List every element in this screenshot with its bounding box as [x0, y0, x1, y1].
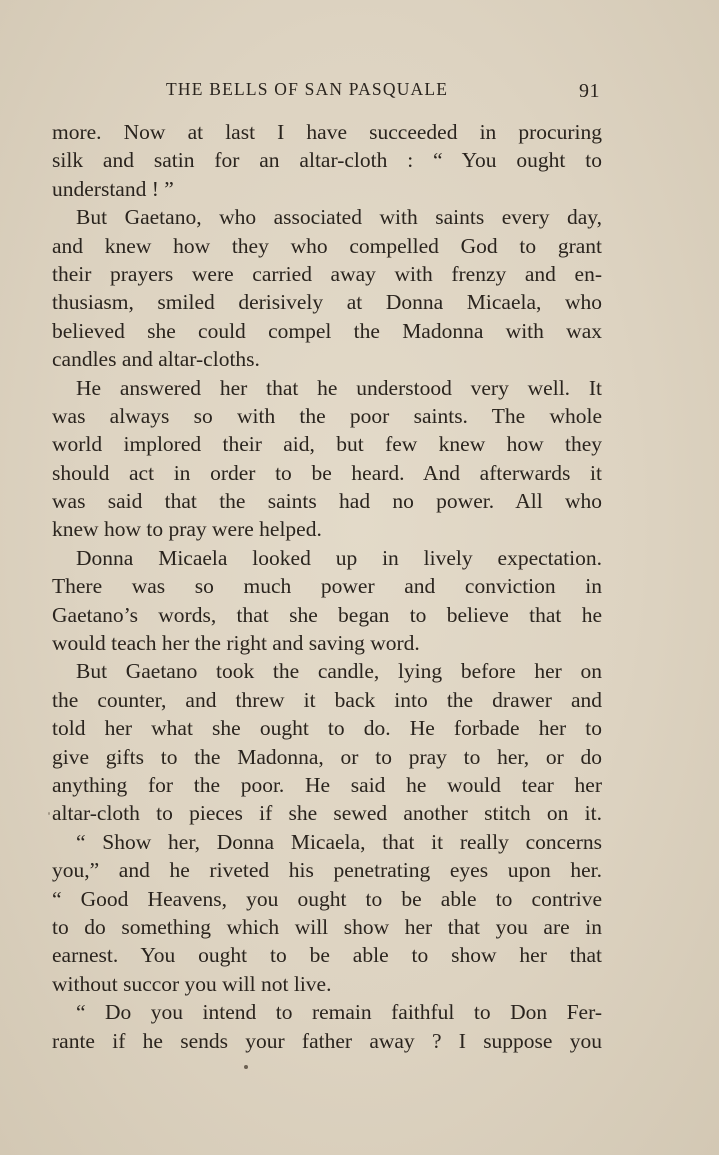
text-line: to do something which will show her that you are in [52, 914, 602, 939]
running-title: THE BELLS OF SAN PASQUALE [166, 79, 449, 99]
text-line: without succor you will not live. [52, 971, 332, 996]
text-line: knew how to pray were helped. [52, 517, 322, 542]
text-line: the counter, and threw it back into the drawer and [52, 687, 602, 712]
text-line: more. Now at last I have succeeded in procuring [52, 120, 602, 144]
text-line: Donna Micaela looked up in lively expectation. [76, 545, 602, 570]
text-line: “ Show her, Donna Micaela, that it really concerns [76, 829, 602, 854]
paper-speck [244, 1065, 248, 1069]
text-line: would teach her the right and saving word. [52, 631, 420, 656]
text-line: But Gaetano took the candle, lying before her on [76, 659, 602, 684]
text-line: their prayers were carried away with frenzy and en- [52, 261, 602, 286]
text-line: But Gaetano, who associated with saints every day, [76, 205, 602, 230]
text-line: thusiasm, smiled derisively at Donna Micaela, who [52, 290, 602, 315]
text-line: and knew how they who compelled God to grant [52, 233, 602, 258]
text-line: He answered her that he understood very well. It [76, 375, 602, 400]
text-line: world implored their aid, but few knew how they [52, 432, 602, 457]
text-line: you,” and he riveted his penetrating eyes upon her. [52, 858, 602, 883]
text-line: understand ! ” [52, 176, 174, 201]
text-line: “ Good Heavens, you ought to be able to contrive [52, 886, 602, 911]
text-line: was said that the saints had no power. All who [52, 489, 602, 514]
text-line: should act in order to be heard. And afterwards it [52, 460, 602, 485]
text-line: There was so much power and conviction in [52, 574, 602, 599]
text-line: Gaetano’s words, that she began to believe that he [52, 602, 602, 627]
text-line: candles and altar-cloths. [52, 347, 260, 372]
text-line: earnest. You ought to be able to show her that [52, 943, 602, 968]
running-head [52, 76, 602, 102]
paper-speck [48, 812, 50, 815]
text-line: rante if he sends your father away ? I suppose you [52, 1028, 602, 1053]
text-line: was always so with the poor saints. The whole [52, 403, 602, 428]
page-number: 91 [579, 80, 600, 102]
text-line: “ Do you intend to remain faithful to Don Fer- [76, 1000, 602, 1025]
text-line: altar-cloth to pieces if she sewed another stitch on it. [52, 801, 602, 826]
text-line: told her what she ought to do. He forbade her to [52, 716, 602, 741]
text-line: anything for the poor. He said he would tear her [52, 772, 602, 797]
text-line: silk and satin for an altar-cloth : “ You ought to [52, 148, 602, 173]
text-line: believed she could compel the Madonna with wax [52, 318, 602, 343]
body-text [52, 118, 602, 1055]
text-line: give gifts to the Madonna, or to pray to her, or do [52, 744, 602, 769]
